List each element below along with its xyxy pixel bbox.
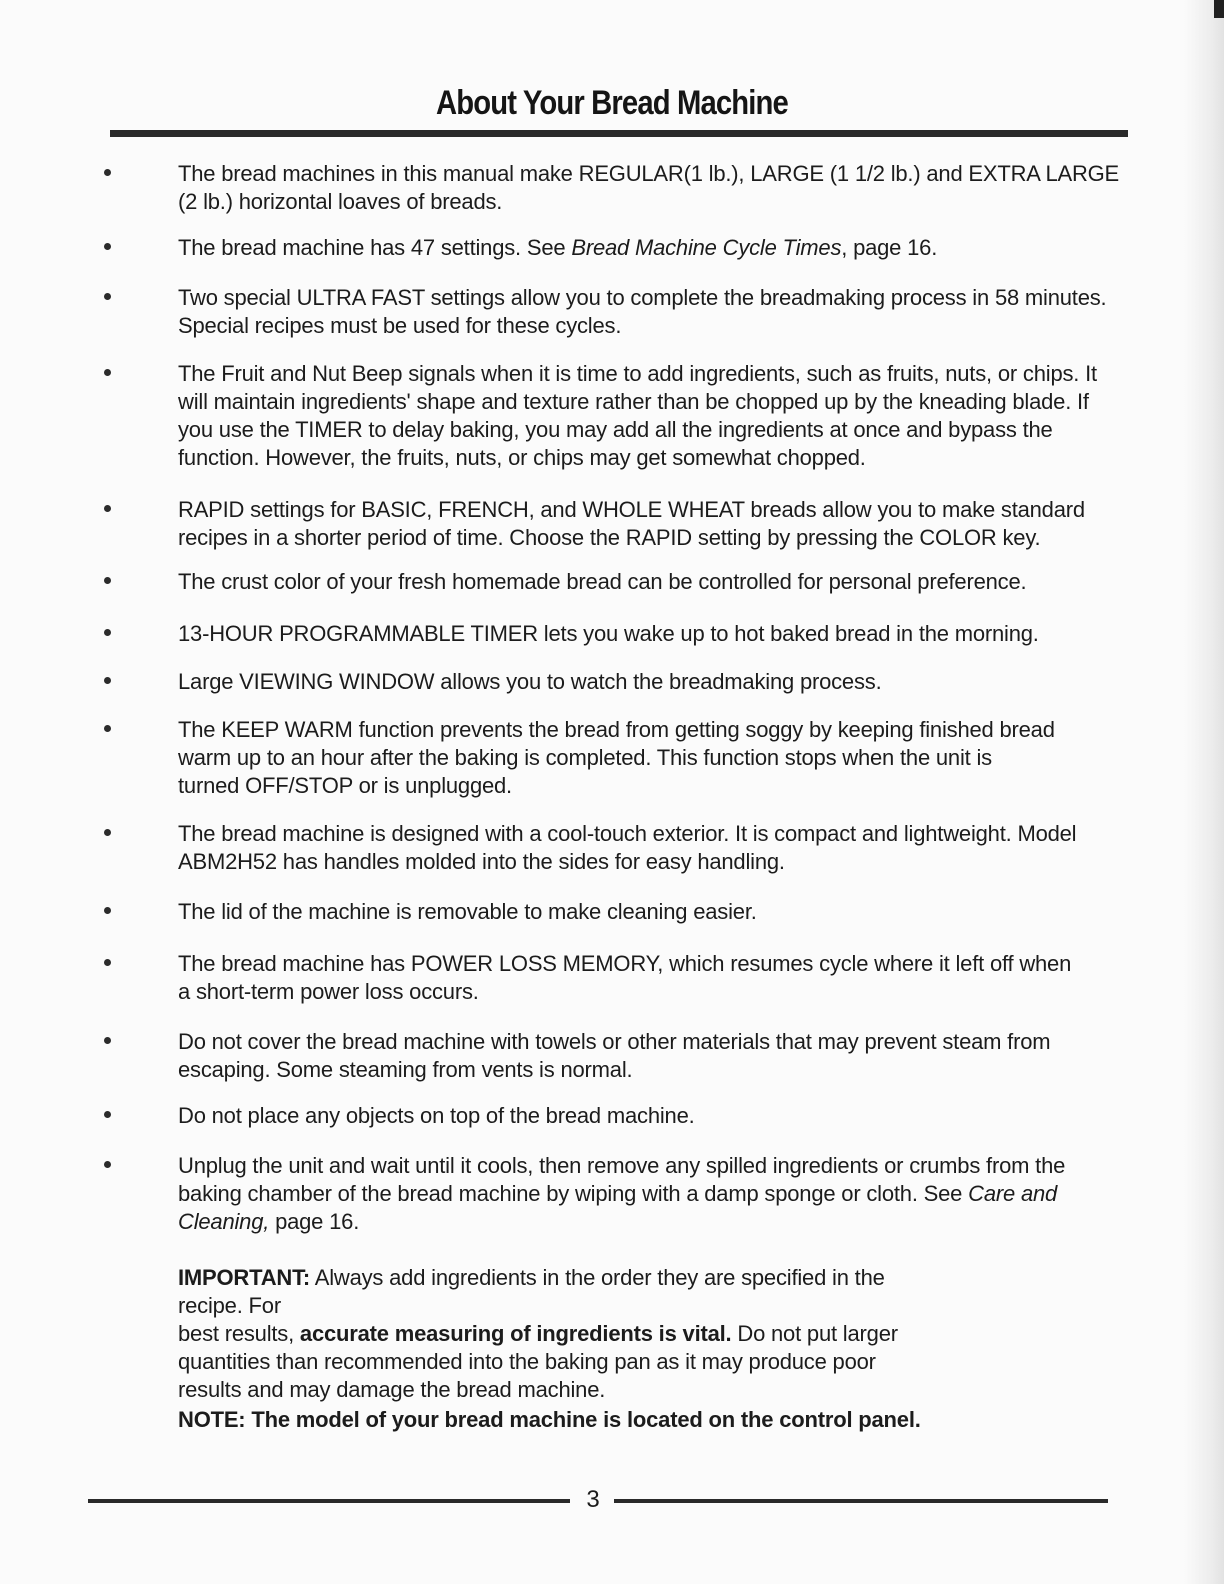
list-item-text: [178, 568, 1138, 596]
page-title: About Your Bread Machine: [436, 84, 788, 122]
list-item-text: [178, 1028, 1138, 1084]
text-line: you use the TIMER to delay baking, you may add all the ingredients at once and bypass the: [178, 417, 1053, 442]
cross-reference: Care and: [968, 1181, 1058, 1206]
text-line: The crust color of your fresh homemade bread can be controlled for personal preference.: [178, 569, 1027, 594]
emphasis-text: accurate measuring of ingredients is vital.: [299, 1321, 732, 1346]
text-segment: best results,: [178, 1321, 300, 1346]
text-line: warm up to an hour after the baking is completed. This function stops when the unit is: [178, 745, 992, 770]
bullet-icon: [104, 505, 111, 512]
text-line: turned OFF/STOP or is unplugged.: [178, 773, 512, 798]
bullet-icon: [104, 369, 111, 376]
footer-rule-right: [614, 1499, 1108, 1503]
text-line: Do not cover the bread machine with towels or other materials that may prevent steam from: [178, 1029, 1051, 1054]
bullet-icon: [104, 907, 111, 914]
model-note: NOTE: The model of your bread machine is located on the control panel.: [178, 1407, 921, 1432]
title-rule: [110, 130, 1128, 137]
text-line: The bread machine is designed with a cool-touch exterior. It is compact and lightweight. Model: [178, 821, 1077, 846]
bullet-icon: [104, 1161, 111, 1168]
text-line: Do not place any objects on top of the bread machine.: [178, 1103, 695, 1128]
bullet-icon: [104, 1037, 111, 1044]
text-line: results and may damage the bread machine.: [178, 1377, 606, 1402]
list-item-text: [178, 820, 1138, 876]
text-segment: Always add ingredients in the order they are specified in the recipe. For: [178, 1265, 885, 1318]
text-line: Large VIEWING WINDOW allows you to watch the breadmaking process.: [178, 669, 882, 694]
text-line: The bread machine has POWER LOSS MEMORY, which resumes cycle where it left off when: [178, 951, 1072, 976]
list-item-text: [178, 668, 1138, 696]
important-notice: [178, 1264, 938, 1404]
text-line: will maintain ingredients' shape and texture rather than be chopped up by the kneading blade. If: [178, 389, 1089, 414]
cross-reference: Cleaning,: [178, 1209, 270, 1234]
bullet-icon: [104, 959, 111, 966]
text-line: [178, 1320, 938, 1348]
bullet-icon: [104, 725, 111, 732]
text-segment: Do not put larger: [731, 1321, 898, 1346]
bullet-icon: [104, 243, 111, 250]
important-label: IMPORTANT:: [178, 1265, 311, 1290]
text-line: a short-term power loss occurs.: [178, 979, 479, 1004]
bullet-icon: [104, 629, 111, 636]
text-line: [178, 1264, 938, 1320]
page-number: 3: [586, 1486, 600, 1513]
page-edge-shadow: [1184, 0, 1224, 1584]
bullet-icon: [104, 169, 111, 176]
text-line: The KEEP WARM function prevents the bread from getting soggy by keeping finished bread: [178, 717, 1055, 742]
text-line: [178, 1180, 1138, 1208]
list-item-text: [178, 160, 1138, 216]
text-line: Unplug the unit and wait until it cools, then remove any spilled ingredients or crumbs from the: [178, 1153, 1066, 1178]
footer-rule-left: [88, 1499, 570, 1503]
bullet-icon: [104, 577, 111, 584]
list-item-text: [178, 234, 1138, 262]
text-line: Two special ULTRA FAST settings allow you to complete the breadmaking process in 58 minutes.: [178, 285, 1107, 310]
text-segment: baking chamber of the bread machine by wiping with a damp sponge or cloth. See: [178, 1181, 963, 1206]
list-item-text: [178, 284, 1138, 340]
text-line: 13-HOUR PROGRAMMABLE TIMER lets you wake up to hot baked bread in the morning.: [178, 621, 1039, 646]
text-segment: The bread machine has 47 settings. See: [178, 235, 572, 260]
bullet-icon: [104, 677, 111, 684]
list-item-text: [178, 1102, 1138, 1130]
list-item-text: [178, 496, 1138, 552]
bullet-icon: [104, 293, 111, 300]
list-item-text: [178, 716, 1138, 800]
bullet-icon: [104, 829, 111, 836]
scan-corner-mark: [1214, 0, 1224, 18]
list-item-text: [178, 360, 1138, 472]
text-line: The bread machines in this manual make REGULAR(1 lb.), LARGE (1 1/2 lb.) and EXTRA LARGE: [178, 161, 1120, 186]
text-segment: , page 16.: [841, 235, 938, 260]
list-item-text: [178, 1152, 1138, 1236]
text-line: Special recipes must be used for these cycles.: [178, 313, 622, 338]
text-line: function. However, the fruits, nuts, or chips may get somewhat chopped.: [178, 445, 866, 470]
text-line: escaping. Some steaming from vents is normal.: [178, 1057, 633, 1082]
text-line: quantities than recommended into the baking pan as it may produce poor: [178, 1349, 876, 1374]
text-line: The Fruit and Nut Beep signals when it is time to add ingredients, such as fruits, nuts, or chips. It: [178, 361, 1097, 386]
cross-reference: Bread Machine Cycle Times: [571, 235, 842, 260]
list-item-text: [178, 620, 1138, 648]
text-segment: page 16.: [269, 1209, 360, 1234]
text-line: [178, 1208, 1138, 1236]
text-line: ABM2H52 has handles molded into the sides for easy handling.: [178, 849, 785, 874]
text-line: (2 lb.) horizontal loaves of breads.: [178, 189, 503, 214]
list-item-text: [178, 950, 1138, 1006]
text-line: RAPID settings for BASIC, FRENCH, and WHOLE WHEAT breads allow you to make standard: [178, 497, 1085, 522]
text-line: recipes in a shorter period of time. Choose the RAPID setting by pressing the COLOR key.: [178, 525, 1041, 550]
list-item-text: [178, 898, 1138, 926]
bullet-icon: [104, 1111, 111, 1118]
text-line: The lid of the machine is removable to make cleaning easier.: [178, 899, 757, 924]
